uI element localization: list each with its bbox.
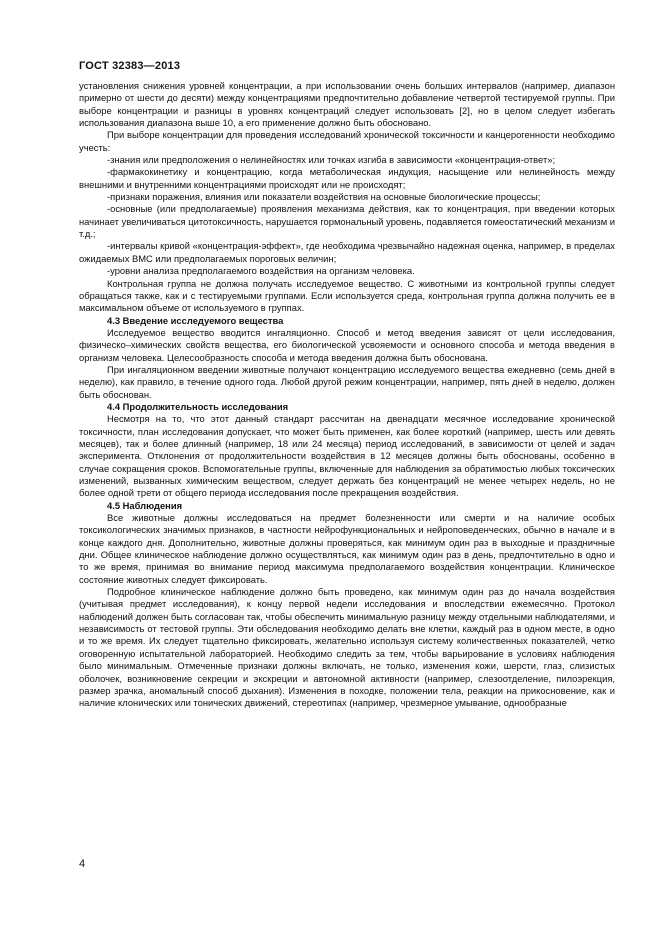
paragraph: Несмотря на то, что этот данный стандарт рассчитан на двенадцати месячное исследование хронической токсичности, план исследования допускает, что может быть применен, как более короткий (например, шесть или девять месяцев), так и более длинный (например, 18 или 24 месяца) период исследований, в зависимости от целей и задач эксперимента. Отклонения от продолжительности воздействия в 12 месяцев должны быть обоснованы, особенно в случае сокращения сроков. Вспомогательные группы, включенные для наблюдения за обратимостью любых токсических изменений, вызванных химическим веществом, следует держать без концентраций не менее четырех недель, но не более одной трети от общего периода исследования после прекращения воздействия. xyxy=(79,413,615,499)
paragraph: -основные (или предполагаемые) проявления механизма действия, как то концентрация, при введении которых начинает увеличиваться цитотоксичность, нарушается гормональный уровень, подавляется гомеостатический механизм и т.д.; xyxy=(79,203,615,240)
section-heading: 4.5 Наблюдения xyxy=(107,499,183,511)
paragraph: -интервалы кривой «концентрация-эффект», где необходима чрезвычайно надежная оценка, например, в пределах ожидаемых ВМС или предполагаемых пороговых величин; xyxy=(79,240,615,264)
paragraph: -уровни анализа предполагаемого воздействия на организм человека. xyxy=(107,265,415,277)
page-number: 4 xyxy=(79,858,86,870)
paragraph: установления снижения уровней концентрации, а при использовании очень больших интервалов (например, диапазон примерно от шести до десяти) между концентрациями предпочтительно добавление четвертой тестируемой группы. При выборе концентрации и разницы в уровнях концентраций следует использовать [2], но в целом следует избегать использования диапазона выше 10, а его применение должно быть обосновано. xyxy=(79,80,615,129)
section-heading: 4.3 Введение исследуемого вещества xyxy=(107,314,284,326)
paragraph: -фармакокинетику и концентрацию, когда метаболическая индукция, насыщение или нелинейность между внешними и внутренними концентрациями происходят или не происходят; xyxy=(79,166,615,190)
document-body xyxy=(79,80,615,710)
paragraph: При выборе концентрации для проведения исследований хронической токсичности и канцерогенности необходимо учесть: xyxy=(79,129,615,153)
document-page xyxy=(79,60,615,710)
paragraph: -признаки поражения, влияния или показатели воздействия на основные биологические процессы; xyxy=(107,191,541,203)
paragraph: Контрольная группа не должна получать исследуемое вещество. С животными из контрольной группы следует обращаться также, как и с тестируемыми группами. Если используется среда, контрольная группа должна получить ее в максимальном объеме от используемого в группах. xyxy=(79,277,615,314)
paragraph: -знания или предположения о нелинейностях или точках изгиба в зависимости «концентрация-ответ»; xyxy=(107,154,556,166)
paragraph: Исследуемое вещество вводится ингаляционно. Способ и метод введения зависят от цели исследования, физическо–химических свойств вещества, его биологической усвояемости и основного способа и метода введения в организм человека. Целесообразность способа и метода введения должна быть обоснована. xyxy=(79,326,615,363)
section-heading: 4.4 Продолжительность исследования xyxy=(107,400,289,412)
paragraph: Подробное клиническое наблюдение должно быть проведено, как минимум один раз до начала воздействия (учитывая предмет исследования), к концу первой недели исследования и впоследствии ежемесячно. Протокол наблюдений должен быть согласован так, чтобы обеспечить минимальную разницу между отдельными наблюдателями, и независимость от тестовой группы. Эти обследования необходимо делать вне клетки, каждый раз в одном месте, в одно и то же время. Их следует тщательно фиксировать, желательно используя систему количественных показателей, четко оговоренную испытательной лабораторией. Необходимо следить за тем, чтобы варьирование в условиях наблюдения было минимальным. Отмеченные признаки должны включать, не только, изменения кожи, шерсти, глаз, слизистых оболочек, возникновение секреции и экскреции и автономной активности (например, слезоотделение, пилоэрекция, размер зрачка, аномальный способ дыхания). Изменения в походке, положении тела, реакции на прикосновение, как и наличие клонических или тонических движений, стереотипах (например, чрезмерное умывание, однообразные xyxy=(79,586,615,709)
document-header: ГОСТ 32383—2013 xyxy=(79,60,181,72)
paragraph: При ингаляционном введении животные получают концентрацию исследуемого вещества ежедневно (семь дней в неделю), как правило, в течение одного года. Любой другой режим концентрации, например, пять дней в неделю, должен быть обоснован. xyxy=(79,363,615,400)
paragraph: Все животные должны исследоваться на предмет болезненности или смерти и на наличие особых токсикологических значимых признаков, в частности нейрофункциональных и нейроповеденческих, обычно в начале и в конце каждого дня. Дополнительно, животные должны проверяться, как минимум один раз в выходные и праздничные дни. Общее клиническое наблюдение должно осуществляться, как минимум один раз в день, предпочтительно в одно и то же время, принимая во внимание период максимума предполагаемого воздействия концентрации. Клиническое состояние животных следует фиксировать. xyxy=(79,512,615,585)
